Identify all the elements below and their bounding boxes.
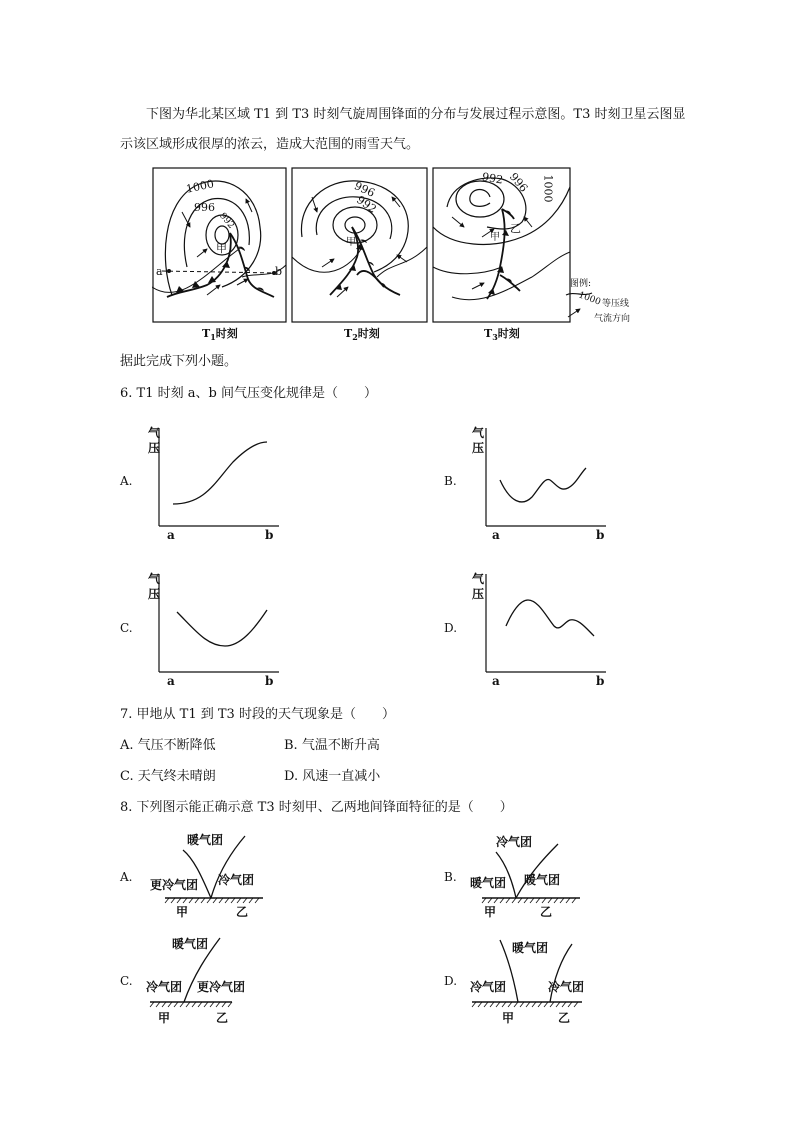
- q8-b-jia: 甲: [484, 905, 497, 919]
- t2-place-jia: 甲: [346, 237, 356, 248]
- q8-c-jia: 甲: [158, 1011, 171, 1025]
- t1-isobar-996: 996: [194, 201, 215, 214]
- q8-b-yi: 乙: [540, 905, 553, 919]
- q6-c-y2: 压: [148, 587, 161, 601]
- q6-stem: 6. T1 时刻 a、b 间气压变化规律是（ ）: [120, 386, 377, 401]
- q6-b-y1: 气: [472, 426, 485, 440]
- t1-isobar-1000: 1000: [184, 177, 216, 196]
- map-t3: [433, 168, 592, 322]
- q8-c-warm: 暖气团: [172, 937, 209, 951]
- q6-c-y1: 气: [148, 572, 161, 586]
- q8-c-colder: 更冷气团: [197, 980, 246, 994]
- legend-isobar-label: 等压线: [602, 299, 630, 309]
- t3-isobar-996: 996: [506, 170, 531, 195]
- q8-c-yi: 乙: [216, 1011, 229, 1025]
- q6-a-xa: a: [167, 528, 175, 542]
- intro-paragraph: [120, 100, 690, 160]
- q8-option-d-label[interactable]: D.: [444, 974, 458, 988]
- q8-a-yi: 乙: [236, 905, 249, 919]
- q7-option-b[interactable]: B. 气温不断升高: [284, 738, 380, 753]
- q6-d-curve: [506, 600, 594, 636]
- q8-a-cold: 冷气团: [218, 873, 255, 887]
- q6-b-y2: 压: [472, 441, 485, 455]
- t2-isobar-996: 996: [352, 179, 377, 200]
- q8-d-warm: 暖气团: [512, 941, 549, 955]
- q6-option-a-graph: [145, 422, 285, 544]
- q7-option-a[interactable]: A. 气压不断降低: [120, 738, 216, 753]
- q6-d-y1: 气: [472, 572, 485, 586]
- caption-t2: $T_2$时刻: [344, 327, 380, 343]
- q6-option-d-label[interactable]: D.: [444, 621, 458, 635]
- q8-c-cold: 冷气团: [146, 980, 183, 994]
- q6-option-d-graph: [470, 568, 610, 690]
- t1-point-a: a: [156, 265, 163, 278]
- q6-d-xa: a: [492, 674, 500, 688]
- q8-b-warm: 暖气团: [470, 876, 507, 890]
- q7-stem: 7. 甲地从 T1 到 T3 时段的天气现象是（ ）: [120, 707, 395, 722]
- q6-d-xb: b: [596, 674, 605, 688]
- t3-place-jia: 甲: [490, 232, 500, 243]
- q8-d-jia: 甲: [502, 1011, 515, 1025]
- t3-isobar-992: 992: [481, 170, 504, 187]
- caption-t3: $T_3$时刻: [484, 327, 520, 343]
- q8-d-yi: 乙: [558, 1011, 571, 1025]
- t1-isobar-992: 992: [217, 211, 236, 231]
- t3-isobar-1000: 1000: [541, 174, 555, 203]
- t1-place-jia: 甲: [216, 242, 227, 255]
- legend-isobar-value: 1000: [576, 290, 602, 308]
- q8-d-cold-right: 冷气团: [548, 980, 585, 994]
- legend-flow-label: 气流方向: [594, 314, 631, 324]
- q8-b-warm-right: 暖气团: [524, 873, 561, 887]
- q6-c-xa: a: [167, 674, 175, 688]
- intro-text: 下图为华北某区域 T1 到 T3 时刻气旋周围锋面的分布与发展过程示意图。T3 时刻卫星云图显示该区域形成很厚的浓云，造成大范围的雨雪天气。: [120, 107, 686, 152]
- q8-b-cold-top: 冷气团: [496, 835, 533, 849]
- q8-a-jia: 甲: [176, 905, 189, 919]
- q6-b-xb: b: [596, 528, 605, 542]
- q8-d-cold-left: 冷气团: [470, 980, 507, 994]
- q6-a-curve: [173, 442, 267, 504]
- q8-option-b-label[interactable]: B.: [444, 870, 457, 884]
- q6-b-xa: a: [492, 528, 500, 542]
- legend-title: 图例:: [570, 279, 592, 289]
- q7-option-d[interactable]: D. 风速一直减小: [284, 769, 381, 784]
- q6-d-y2: 压: [472, 587, 485, 601]
- t3-place-yi: 乙: [510, 222, 521, 235]
- q8-a-warm: 暖气团: [187, 833, 224, 847]
- q7-option-c[interactable]: C. 天气终未晴朗: [120, 769, 216, 784]
- q6-option-c-graph: [145, 568, 285, 690]
- q6-option-b-graph: [470, 422, 610, 544]
- q6-option-c-label[interactable]: C.: [120, 621, 133, 635]
- q6-option-a-label[interactable]: A.: [120, 474, 133, 488]
- q8-a-colder: 更冷气团: [150, 878, 199, 892]
- q8-option-a-label[interactable]: A.: [120, 870, 133, 884]
- q6-b-curve: [500, 468, 586, 502]
- t2-isobar-992: 992: [354, 193, 379, 216]
- q6-a-y1: 气: [148, 426, 161, 440]
- caption-t1: $T_1$时刻: [202, 327, 238, 343]
- q8-option-c-label[interactable]: C.: [120, 974, 133, 988]
- t1-point-b: b: [275, 265, 283, 278]
- q8-stem: 8. 下列图示能正确示意 T3 时刻甲、乙两地间锋面特征的是（ ）: [120, 800, 513, 815]
- q6-option-b-label[interactable]: B.: [444, 474, 457, 488]
- q6-a-xb: b: [265, 528, 274, 542]
- q6-c-curve: [177, 610, 267, 646]
- q6-c-xb: b: [265, 674, 274, 688]
- instruction: 据此完成下列小题。: [120, 354, 238, 369]
- q6-a-y2: 压: [148, 441, 161, 455]
